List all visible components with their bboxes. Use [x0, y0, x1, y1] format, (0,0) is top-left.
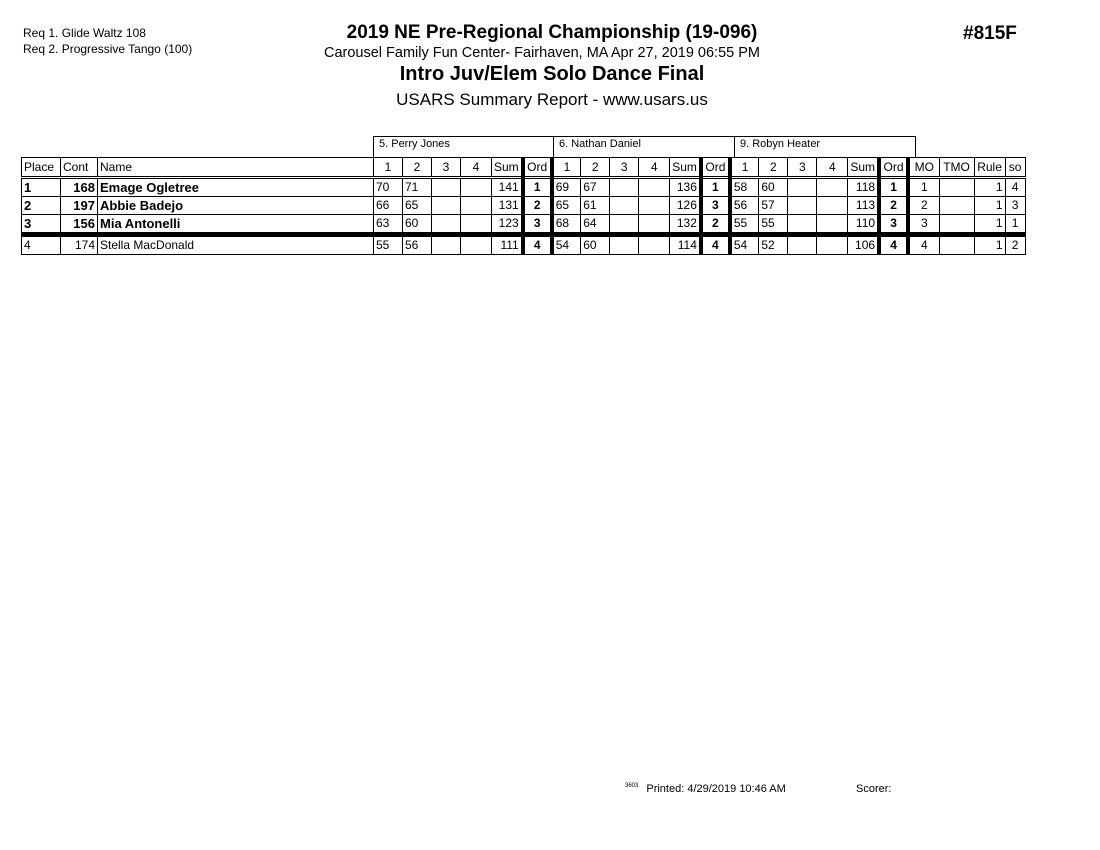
score-cell: 61 — [581, 197, 610, 215]
ord-cell: 4 — [701, 235, 730, 255]
so-cell: 1 — [1005, 215, 1025, 235]
requirement-1: Req 1. Glide Waltz 108 — [23, 26, 146, 40]
requirement-2: Req 2. Progressive Tango (100) — [23, 42, 193, 56]
sum-cell: 132 — [670, 215, 701, 235]
score-cell — [432, 178, 461, 197]
sum-cell: 110 — [848, 215, 879, 235]
rule-cell: 1 — [974, 197, 1005, 215]
col-header-j1-3: 3 — [432, 158, 461, 178]
score-cell — [788, 178, 817, 197]
table-row — [22, 197, 1026, 215]
col-header-j1-sum: Sum — [492, 158, 523, 178]
judge-header-2: 6. Nathan Daniel — [553, 136, 735, 157]
rule-cell: 1 — [974, 215, 1005, 235]
judge-header-3: 9. Robyn Heater — [734, 136, 916, 157]
place-cell: 3 — [22, 215, 61, 235]
score-cell — [817, 178, 848, 197]
ord-cell: 4 — [523, 235, 552, 255]
score-cell: 67 — [581, 178, 610, 197]
col-header-j3-2: 2 — [759, 158, 788, 178]
score-cell: 55 — [730, 215, 759, 235]
report-title: USARS Summary Report - www.usars.us — [396, 90, 708, 109]
ord-cell: 2 — [879, 197, 908, 215]
mo-cell: 4 — [908, 235, 939, 255]
place-cell: 1 — [22, 178, 61, 197]
col-header-j2-4: 4 — [639, 158, 670, 178]
event-number: #815F — [963, 23, 1017, 44]
score-cell — [461, 235, 492, 255]
col-header-j2-2: 2 — [581, 158, 610, 178]
score-cell — [610, 235, 639, 255]
table-header-row — [22, 158, 1026, 178]
col-header-j1-2: 2 — [403, 158, 432, 178]
col-header-j2-3: 3 — [610, 158, 639, 178]
col-header-j1-ord: Ord — [523, 158, 552, 178]
sum-cell: 136 — [670, 178, 701, 197]
score-cell: 60 — [403, 215, 432, 235]
cont-cell: 174 — [61, 235, 98, 255]
sum-cell: 111 — [492, 235, 523, 255]
name-cell: Mia Antonelli — [98, 215, 374, 235]
results-table — [21, 157, 1026, 255]
so-cell: 4 — [1005, 178, 1025, 197]
footer-printed — [625, 783, 786, 795]
event-title: Intro Juv/Elem Solo Dance Final — [399, 63, 705, 85]
col-header-j2-ord: Ord — [701, 158, 730, 178]
score-cell: 71 — [403, 178, 432, 197]
ord-cell: 2 — [523, 197, 552, 215]
score-cell — [461, 197, 492, 215]
ord-cell: 1 — [523, 178, 552, 197]
score-cell — [639, 215, 670, 235]
score-cell: 70 — [374, 178, 403, 197]
ord-cell: 3 — [701, 197, 730, 215]
table-row — [22, 215, 1026, 235]
score-cell — [461, 178, 492, 197]
rule-cell: 1 — [974, 178, 1005, 197]
col-header-name: Name — [98, 158, 374, 178]
score-cell — [610, 215, 639, 235]
score-cell — [432, 215, 461, 235]
sum-cell: 106 — [848, 235, 879, 255]
table-row — [22, 235, 1026, 255]
col-header-cont: Cont — [61, 158, 98, 178]
score-cell: 54 — [730, 235, 759, 255]
ord-cell: 3 — [523, 215, 552, 235]
venue-line: Carousel Family Fun Center- Fairhaven, MA Apr 27, 2019 06:55 PM — [323, 45, 760, 61]
score-cell — [788, 197, 817, 215]
rule-cell: 1 — [974, 235, 1005, 255]
ord-cell: 4 — [879, 235, 908, 255]
scorer-label: Scorer: — [856, 783, 892, 795]
judge-header-1: 5. Perry Jones — [373, 136, 554, 157]
mo-cell: 3 — [908, 215, 939, 235]
score-cell: 65 — [552, 197, 581, 215]
score-cell — [432, 235, 461, 255]
score-cell: 55 — [374, 235, 403, 255]
score-cell — [817, 197, 848, 215]
competition-title: 2019 NE Pre-Regional Championship (19-096) — [346, 22, 758, 43]
score-cell: 57 — [759, 197, 788, 215]
col-header-j3-1: 1 — [730, 158, 759, 178]
col-header-j3-ord: Ord — [879, 158, 908, 178]
table-row — [22, 178, 1026, 197]
score-cell: 69 — [552, 178, 581, 197]
col-header-j1-1: 1 — [374, 158, 403, 178]
footer-code: 3603 — [625, 783, 639, 789]
score-cell: 64 — [581, 215, 610, 235]
score-cell — [817, 215, 848, 235]
score-cell: 52 — [759, 235, 788, 255]
score-cell: 65 — [403, 197, 432, 215]
tmo-cell — [939, 215, 974, 235]
sum-cell: 118 — [848, 178, 879, 197]
name-cell: Stella MacDonald — [98, 235, 374, 255]
sum-cell: 113 — [848, 197, 879, 215]
cont-cell: 156 — [61, 215, 98, 235]
tmo-cell — [939, 197, 974, 215]
col-header-j2-sum: Sum — [670, 158, 701, 178]
sum-cell: 141 — [492, 178, 523, 197]
score-cell — [817, 235, 848, 255]
score-cell — [639, 197, 670, 215]
place-cell: 2 — [22, 197, 61, 215]
col-header-so: so — [1005, 158, 1025, 178]
col-header-tmo: TMO — [939, 158, 974, 178]
ord-cell: 1 — [879, 178, 908, 197]
score-cell: 66 — [374, 197, 403, 215]
printed-timestamp: Printed: 4/29/2019 10:46 AM — [646, 783, 786, 795]
sum-cell: 123 — [492, 215, 523, 235]
col-header-mo: MO — [908, 158, 939, 178]
sum-cell: 131 — [492, 197, 523, 215]
col-header-j3-sum: Sum — [848, 158, 879, 178]
col-header-j1-4: 4 — [461, 158, 492, 178]
score-cell — [788, 215, 817, 235]
so-cell: 2 — [1005, 235, 1025, 255]
place-cell: 4 — [22, 235, 61, 255]
score-cell: 60 — [759, 178, 788, 197]
score-cell: 54 — [552, 235, 581, 255]
score-cell: 56 — [730, 197, 759, 215]
score-cell: 60 — [581, 235, 610, 255]
score-cell: 56 — [403, 235, 432, 255]
col-header-j3-4: 4 — [817, 158, 848, 178]
cont-cell: 168 — [61, 178, 98, 197]
score-cell: 68 — [552, 215, 581, 235]
mo-cell: 2 — [908, 197, 939, 215]
so-cell: 3 — [1005, 197, 1025, 215]
score-cell — [461, 215, 492, 235]
col-header-place: Place — [22, 158, 61, 178]
score-cell: 55 — [759, 215, 788, 235]
col-header-rule: Rule — [974, 158, 1005, 178]
score-cell — [788, 235, 817, 255]
score-cell — [639, 235, 670, 255]
sum-cell: 114 — [670, 235, 701, 255]
name-cell: Emage Ogletree — [98, 178, 374, 197]
score-cell — [639, 178, 670, 197]
score-cell — [610, 197, 639, 215]
col-header-j2-1: 1 — [552, 158, 581, 178]
ord-cell: 2 — [701, 215, 730, 235]
sum-cell: 126 — [670, 197, 701, 215]
score-cell — [610, 178, 639, 197]
col-header-j3-3: 3 — [788, 158, 817, 178]
tmo-cell — [939, 235, 974, 255]
score-cell: 63 — [374, 215, 403, 235]
cont-cell: 197 — [61, 197, 98, 215]
ord-cell: 3 — [879, 215, 908, 235]
score-cell — [432, 197, 461, 215]
tmo-cell — [939, 178, 974, 197]
mo-cell: 1 — [908, 178, 939, 197]
score-cell: 58 — [730, 178, 759, 197]
name-cell: Abbie Badejo — [98, 197, 374, 215]
ord-cell: 1 — [701, 178, 730, 197]
